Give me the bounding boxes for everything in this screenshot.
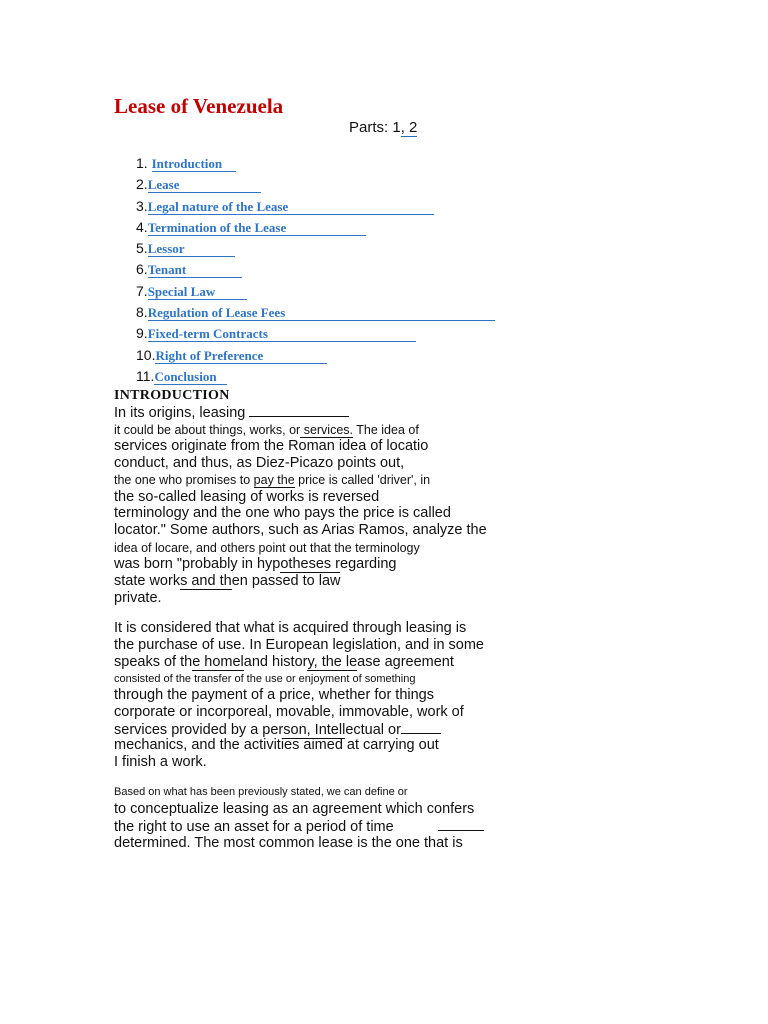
toc-item-lease: 2.Lease xyxy=(136,174,495,195)
toc-item-fixed-term: 9.Fixed-term Contracts xyxy=(136,323,495,344)
toc-link-termination[interactable]: Termination of the Lease xyxy=(148,221,367,236)
paragraph-line: to conceptualize leasing as an agreement which confers xyxy=(114,801,475,817)
toc-item-legal-nature: 3.Legal nature of the Lease xyxy=(136,196,495,217)
toc-link-fixed-term[interactable]: Fixed-term Contracts xyxy=(148,327,416,342)
toc-link-legal-nature[interactable]: Legal nature of the Lease xyxy=(148,200,435,215)
toc-link-conclusion[interactable]: Conclusion xyxy=(154,370,226,385)
paragraph-line: the so-called leasing of works is reversed xyxy=(114,489,380,505)
paragraph-line: conduct, and thus, as Diez-Picazo points out, xyxy=(114,455,405,471)
underline-blank xyxy=(401,721,441,734)
paragraph-line: determined. The most common lease is the one that is xyxy=(114,835,463,851)
paragraph-line: locator." Some authors, such as Arias Ramos, analyze the xyxy=(114,522,487,538)
paragraph-line: terminology and the one who pays the price is called xyxy=(114,505,451,521)
toc-link-special-law[interactable]: Special Law xyxy=(148,285,248,300)
table-of-contents xyxy=(136,153,495,387)
parts-link-2[interactable]: 2 xyxy=(404,119,418,136)
toc-item-regulation: 8.Regulation of Lease Fees xyxy=(136,302,495,323)
underline-blank xyxy=(249,404,349,417)
toc-item-conclusion: 11.Conclusion xyxy=(136,366,495,387)
paragraph-line: I finish a work. xyxy=(114,754,207,770)
paragraph-line: the right to use an asset for a period of time xyxy=(114,818,484,836)
toc-link-right-of-preference[interactable]: Right of Preference xyxy=(155,349,327,364)
parts-indicator xyxy=(349,119,417,136)
paragraph-line: mechanics, and the activities aimed at carrying out xyxy=(114,737,439,753)
toc-item-tenant: 6.Tenant xyxy=(136,259,495,280)
toc-link-tenant[interactable]: Tenant xyxy=(148,263,243,278)
toc-item-special-law: 7.Special Law xyxy=(136,281,495,302)
paragraph-line: idea of locare, and others point out that the terminology xyxy=(114,541,420,555)
paragraph-line: it could be about things, works, or services. The idea of xyxy=(114,423,419,437)
parts-separator[interactable]: , xyxy=(400,119,405,136)
paragraph-line: the purchase of use. In European legislation, and in some xyxy=(114,637,484,653)
paragraph-line: corporate or incorporeal, movable, immovable, work of xyxy=(114,704,464,720)
toc-item-termination: 4.Termination of the Lease xyxy=(136,217,495,238)
toc-link-lease[interactable]: Lease xyxy=(148,178,262,193)
paragraph-line: services originate from the Roman idea of locatio xyxy=(114,438,429,454)
paragraph-line: was born "probably in hypotheses regarding xyxy=(114,556,397,572)
toc-item-lessor: 5.Lessor xyxy=(136,238,495,259)
paragraph-line: private. xyxy=(114,590,162,606)
toc-link-lessor[interactable]: Lessor xyxy=(148,242,235,257)
paragraph-line: the one who promises to pay the price is called 'driver', in xyxy=(114,473,431,487)
paragraph-line: state works and then passed to law xyxy=(114,573,341,589)
paragraph-line: through the payment of a price, whether for things xyxy=(114,687,434,703)
section-heading-introduction: INTRODUCTION xyxy=(114,388,230,403)
parts-label: Parts: 1 xyxy=(349,119,401,136)
paragraph-line: speaks of the homeland history, the lease agreement xyxy=(114,654,454,670)
toc-item-introduction: 1. Introduction xyxy=(136,153,495,174)
underline-blank xyxy=(438,818,484,831)
paragraph-line: In its origins, leasing xyxy=(114,404,349,422)
document-title: Lease of Venezuela xyxy=(114,94,284,118)
toc-link-introduction[interactable]: Introduction xyxy=(152,157,237,172)
paragraph-line: Based on what has been previously stated, we can define or xyxy=(114,786,408,798)
paragraph-line: services provided by a person, Intellectual or xyxy=(114,721,441,739)
toc-link-regulation[interactable]: Regulation of Lease Fees xyxy=(148,306,496,321)
toc-item-right-of-preference: 10.Right of Preference xyxy=(136,345,495,366)
paragraph-line: It is considered that what is acquired through leasing is xyxy=(114,620,467,636)
paragraph-line: consisted of the transfer of the use or enjoyment of something xyxy=(114,673,416,685)
